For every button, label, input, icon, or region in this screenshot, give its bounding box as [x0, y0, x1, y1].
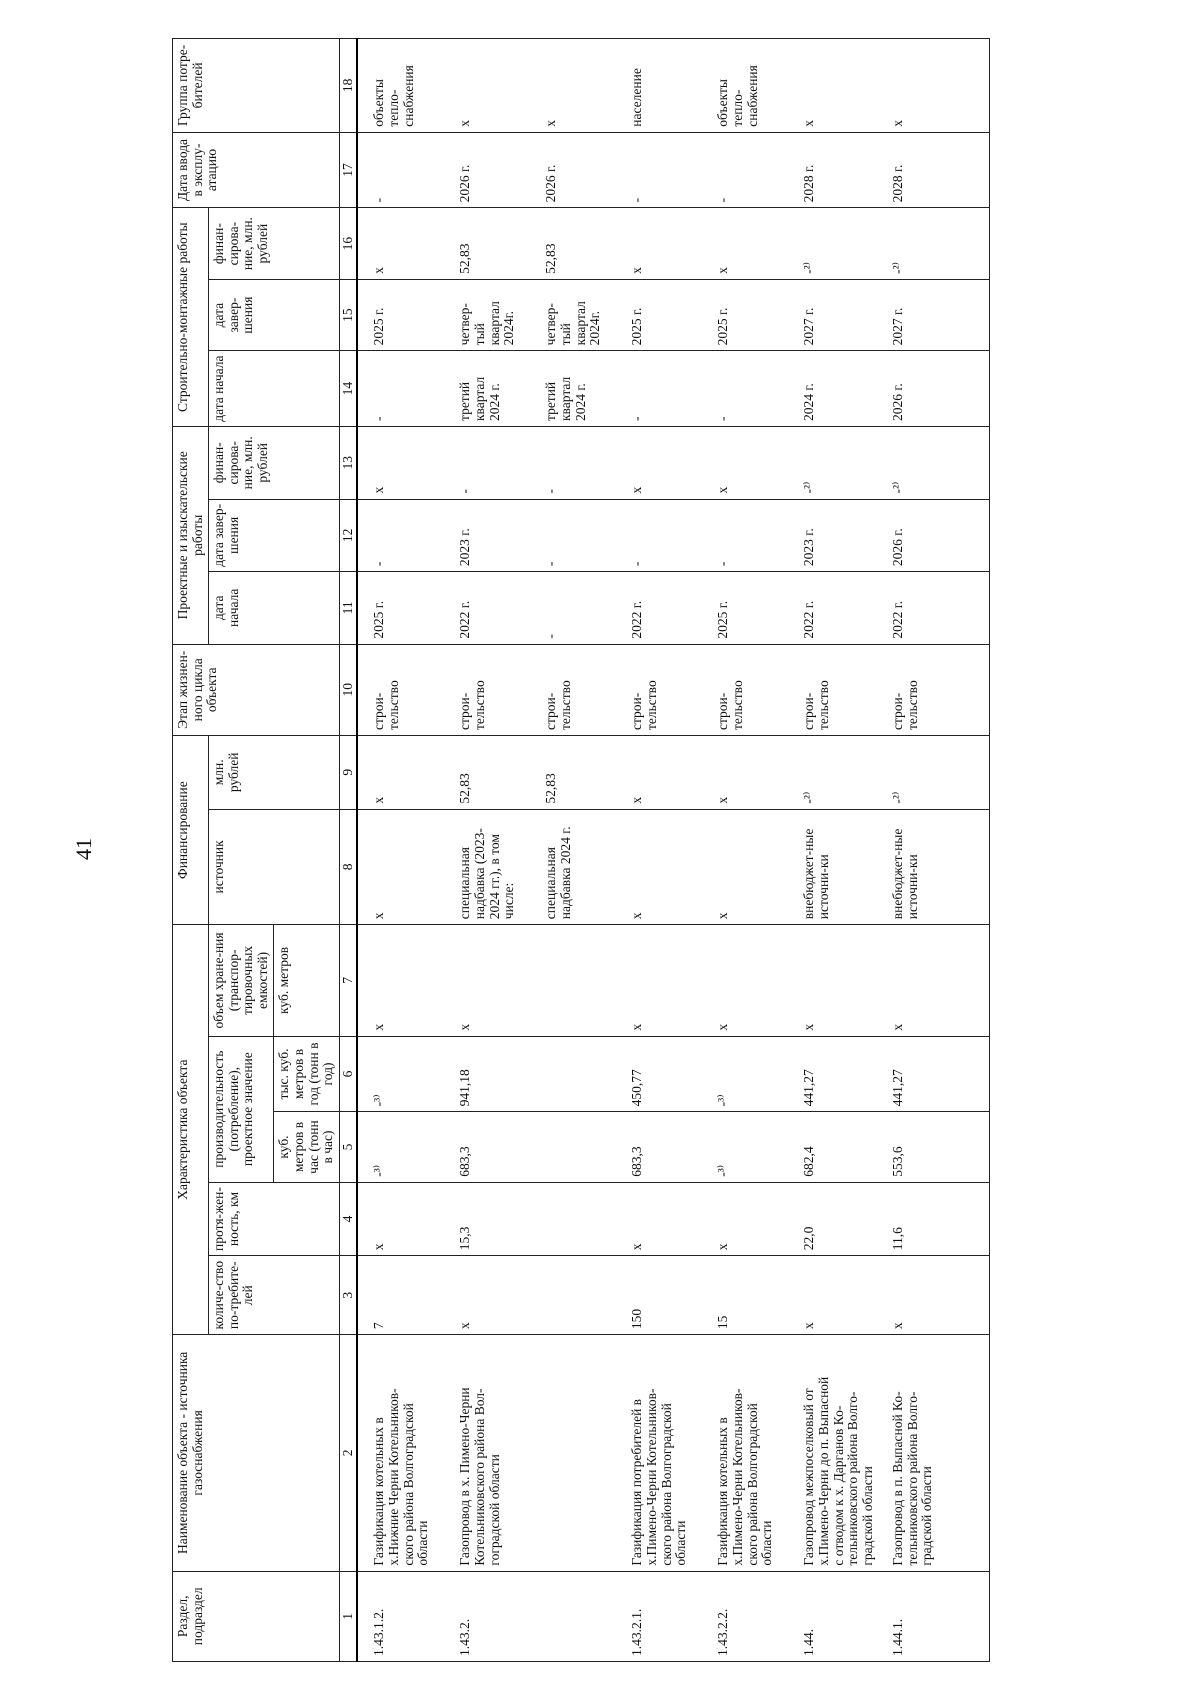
table-cell: х [444, 1256, 530, 1335]
table-cell: Газопровод в х. Пимено-Черни Котельниковского района Вол- гоградской области [444, 1335, 530, 1571]
table-cell: 2025 г. [357, 572, 444, 645]
header-pir-finansirovanie: финан-сирова-ние, млн. рублей [209, 427, 340, 500]
header-proizvoditelnost: производительность (потребление), проектное значение [209, 1036, 274, 1182]
table-cell: -³⁾ [702, 1112, 788, 1182]
table-cell: - [357, 351, 444, 427]
table-row [357, 39, 444, 1662]
table-cell: х [530, 39, 616, 133]
header-smr-finansirovanie: финан-сирова-ние, млн. рублей [209, 208, 340, 280]
table-cell: - [616, 132, 702, 208]
header-mln-rublei: млн. рублей [209, 736, 340, 810]
table-cell: 1.43.1.2. [357, 1571, 444, 1661]
table-cell [530, 1112, 616, 1182]
table-cell: х [702, 427, 788, 500]
header-protyazhennost: протя-жен-ность, км [209, 1182, 340, 1256]
table-cell: 2022 г. [616, 572, 702, 645]
table-cell: 2024 г. [788, 351, 877, 427]
table-cell: строи-тельство [616, 644, 702, 735]
table-cell: -²⁾ [877, 208, 990, 280]
table-cell: -²⁾ [788, 736, 877, 810]
table-cell: 2028 г. [877, 132, 990, 208]
column-number: 17 [339, 132, 357, 208]
table-cell: Газификация котельных в х.Пимено-Черни Котельников- ского района Волгоградской области [702, 1335, 788, 1571]
table-body [357, 39, 989, 1662]
column-number: 8 [339, 809, 357, 925]
table-cell: 2025 г. [702, 572, 788, 645]
table-cell: - [616, 499, 702, 572]
table-cell [530, 1182, 616, 1256]
table-cell: население [616, 39, 702, 133]
table-cell: четвер-тый квартал 2024г. [444, 279, 530, 350]
table-cell: 682,4 [788, 1112, 877, 1182]
table-cell: х [702, 925, 788, 1036]
table-cell: - [444, 427, 530, 500]
table-row [530, 39, 616, 1662]
table-cell: -²⁾ [877, 427, 990, 500]
rotated-table-wrapper [172, 38, 1126, 1662]
table-cell: специальная надбавка (2023-2024 гг.), в том числе: [444, 809, 530, 925]
header-kub-metrov-v-chas: куб. метров в час (тонн в час) [274, 1112, 339, 1182]
table-cell: Газопровод в п. Выпасной Ко- тельниковского района Волго- градской области [877, 1335, 990, 1571]
table-row [788, 39, 877, 1662]
header-proektnye: Проектные и изыскательские работы [173, 427, 209, 645]
column-number: 6 [339, 1036, 357, 1112]
table-cell: 1.43.2.1. [616, 1571, 702, 1661]
table-cell: 2026 г. [444, 132, 530, 208]
table-cell: -³⁾ [702, 1036, 788, 1112]
table-cell: 2025 г. [616, 279, 702, 350]
header-stroitelnye: Строительно-монтажные работы [173, 208, 209, 427]
header-smr-data-zaversheniya: дата завер-шения [209, 279, 340, 350]
column-number: 5 [339, 1112, 357, 1182]
table-cell: х [357, 208, 444, 280]
header-data-vvoda: Дата ввода в эксплу-атацию [173, 132, 340, 208]
table-cell: строи-тельство [788, 644, 877, 735]
table-cell: 2025 г. [702, 279, 788, 350]
column-number: 10 [339, 644, 357, 735]
table-cell: 1.44.1. [877, 1571, 990, 1661]
table-cell [530, 925, 616, 1036]
column-number: 16 [339, 208, 357, 280]
column-number: 14 [339, 351, 357, 427]
table-cell: х [702, 736, 788, 810]
table-cell: внебюджет-ные источни-ки [877, 809, 990, 925]
column-number: 11 [339, 572, 357, 645]
header-kolichestvo: количе-ство по-требите-лей [209, 1256, 340, 1335]
table-cell: 2027 г. [788, 279, 877, 350]
header-harakteristika: Характеристика объекта [173, 925, 209, 1335]
table-cell: х [616, 809, 702, 925]
table-cell: 683,3 [444, 1112, 530, 1182]
table-cell: - [702, 351, 788, 427]
table-row [444, 39, 530, 1662]
table-cell: 15,3 [444, 1182, 530, 1256]
column-number: 4 [339, 1182, 357, 1256]
table-cell: Газопровод межпоселковый от х.Пимено-Черни до п. Выпасной с отводом к х. Дарганов Ко- тельниковского района Волго- градской области [788, 1335, 877, 1571]
table-cell: х [616, 925, 702, 1036]
table-cell: х [357, 1182, 444, 1256]
table-cell: строи-тельство [444, 644, 530, 735]
table-cell: внебюджет-ные источни-ки [788, 809, 877, 925]
table-cell: специальная надбавка 2024 г. [530, 809, 616, 925]
table-cell: строи-тельство [877, 644, 990, 735]
column-number: 2 [339, 1335, 357, 1571]
header-istochnik: источник [209, 809, 340, 925]
table-cell: 2023 г. [788, 499, 877, 572]
table-cell [530, 1256, 616, 1335]
table-cell: 52,83 [530, 208, 616, 280]
table-cell: объекты тепло-снабжения [702, 39, 788, 133]
table-cell: 52,83 [530, 736, 616, 810]
table-cell: 15 [702, 1256, 788, 1335]
page-number: 41 [71, 838, 96, 860]
header-naimenovanie: Наименование объекта - источника газоснабжения [173, 1335, 340, 1571]
column-number-row [339, 39, 357, 1662]
header-obem-hraneniya: объем хране-ния (транспор-тировочных емкостей) [209, 925, 274, 1036]
table-cell: х [357, 925, 444, 1036]
table-cell: 1.43.2. [444, 1571, 530, 1661]
table-cell: - [702, 132, 788, 208]
table-cell: объекты тепло-снабжения [357, 39, 444, 133]
column-number: 13 [339, 427, 357, 500]
table-cell: - [702, 499, 788, 572]
header-etap: Этап жизнен-ного цикла объекта [173, 644, 340, 735]
table-cell: третий квартал 2024 г. [444, 351, 530, 427]
column-number: 1 [339, 1571, 357, 1661]
table-cell: 2022 г. [444, 572, 530, 645]
table-cell: х [616, 1182, 702, 1256]
table-cell: х [702, 1182, 788, 1256]
table-cell: 52,83 [444, 208, 530, 280]
column-number: 18 [339, 39, 357, 133]
table-cell: х [877, 1256, 990, 1335]
table-cell: х [616, 427, 702, 500]
table-cell [530, 1571, 616, 1661]
table-cell: - [530, 499, 616, 572]
table-cell: четвер-тый квартал 2024г. [530, 279, 616, 350]
table-cell: 683,3 [616, 1112, 702, 1182]
table-cell: 7 [357, 1256, 444, 1335]
table-cell: 2022 г. [788, 572, 877, 645]
table-cell: -²⁾ [788, 208, 877, 280]
table-cell: 2025 г. [357, 279, 444, 350]
table-cell: 2028 г. [788, 132, 877, 208]
table-cell: х [788, 39, 877, 133]
table-row [877, 39, 990, 1662]
table-cell: х [877, 925, 990, 1036]
header-finansirovanie: Финансирование [173, 736, 209, 925]
gas-supply-table [172, 38, 990, 1662]
table-cell: -³⁾ [357, 1112, 444, 1182]
table-cell: 441,27 [788, 1036, 877, 1112]
table-cell: 941,18 [444, 1036, 530, 1112]
table-cell: х [616, 208, 702, 280]
table-cell: - [616, 351, 702, 427]
table-cell: 2026 г. [877, 499, 990, 572]
header-pir-data-nachala: дата начала [209, 572, 340, 645]
table-cell: 1.43.2.2. [702, 1571, 788, 1661]
column-number: 12 [339, 499, 357, 572]
table-cell: 441,27 [877, 1036, 990, 1112]
table-cell: - [357, 132, 444, 208]
header-kub-metrov: куб. метров [274, 925, 339, 1036]
table-cell: строи-тельство [530, 644, 616, 735]
table-cell: 450,77 [616, 1036, 702, 1112]
table-cell: 11,6 [877, 1182, 990, 1256]
table-cell: х [357, 427, 444, 500]
table-cell: - [357, 499, 444, 572]
table-cell: -²⁾ [877, 736, 990, 810]
table-cell: х [877, 39, 990, 133]
column-number: 15 [339, 279, 357, 350]
table-cell: х [357, 736, 444, 810]
table-cell: -³⁾ [357, 1036, 444, 1112]
table-cell: 2022 г. [877, 572, 990, 645]
header-razdel: Раздел, подраздел [173, 1571, 340, 1661]
column-number: 3 [339, 1256, 357, 1335]
table-cell: х [788, 925, 877, 1036]
table-cell: х [444, 39, 530, 133]
table-cell: 150 [616, 1256, 702, 1335]
header-gruppa: Группа потре-бителей [173, 39, 340, 133]
table-cell: х [444, 925, 530, 1036]
table-cell: Газификация потребителей в х.Пимено-Черни Котельников- ского района Волгоградской области [616, 1335, 702, 1571]
table-cell: 2026 г. [877, 351, 990, 427]
table-cell: -²⁾ [788, 427, 877, 500]
table-row [616, 39, 702, 1662]
table-cell: строи-тельство [357, 644, 444, 735]
header-tys-kub-metrov: тыс. куб. метров в год (тонн в год) [274, 1036, 339, 1112]
header-pir-data-zaversheniya: дата завер-шения [209, 499, 340, 572]
table-cell: х [702, 809, 788, 925]
table-cell [530, 1335, 616, 1571]
table-cell: 2023 г. [444, 499, 530, 572]
table-cell: 52,83 [444, 736, 530, 810]
column-number: 7 [339, 925, 357, 1036]
table-cell: 2027 г. [877, 279, 990, 350]
table-cell [530, 1036, 616, 1112]
table-cell: третий квартал 2024 г. [530, 351, 616, 427]
table-cell: Газификация котельных в х.Нижние Черни Котельников- ского района Волгоградской области [357, 1335, 444, 1571]
table-cell: 553,6 [877, 1112, 990, 1182]
table-cell: х [616, 736, 702, 810]
table-cell: строи-тельство [702, 644, 788, 735]
table-cell: 1.44. [788, 1571, 877, 1661]
header-smr-data-nachala: дата начала [209, 351, 340, 427]
column-number: 9 [339, 736, 357, 810]
table-row [702, 39, 788, 1662]
table-cell: - [530, 572, 616, 645]
table-cell: х [357, 809, 444, 925]
table-cell: - [530, 427, 616, 500]
table-cell: х [788, 1256, 877, 1335]
table-cell: 2026 г. [530, 132, 616, 208]
table-cell: х [702, 208, 788, 280]
table-cell: 22,0 [788, 1182, 877, 1256]
